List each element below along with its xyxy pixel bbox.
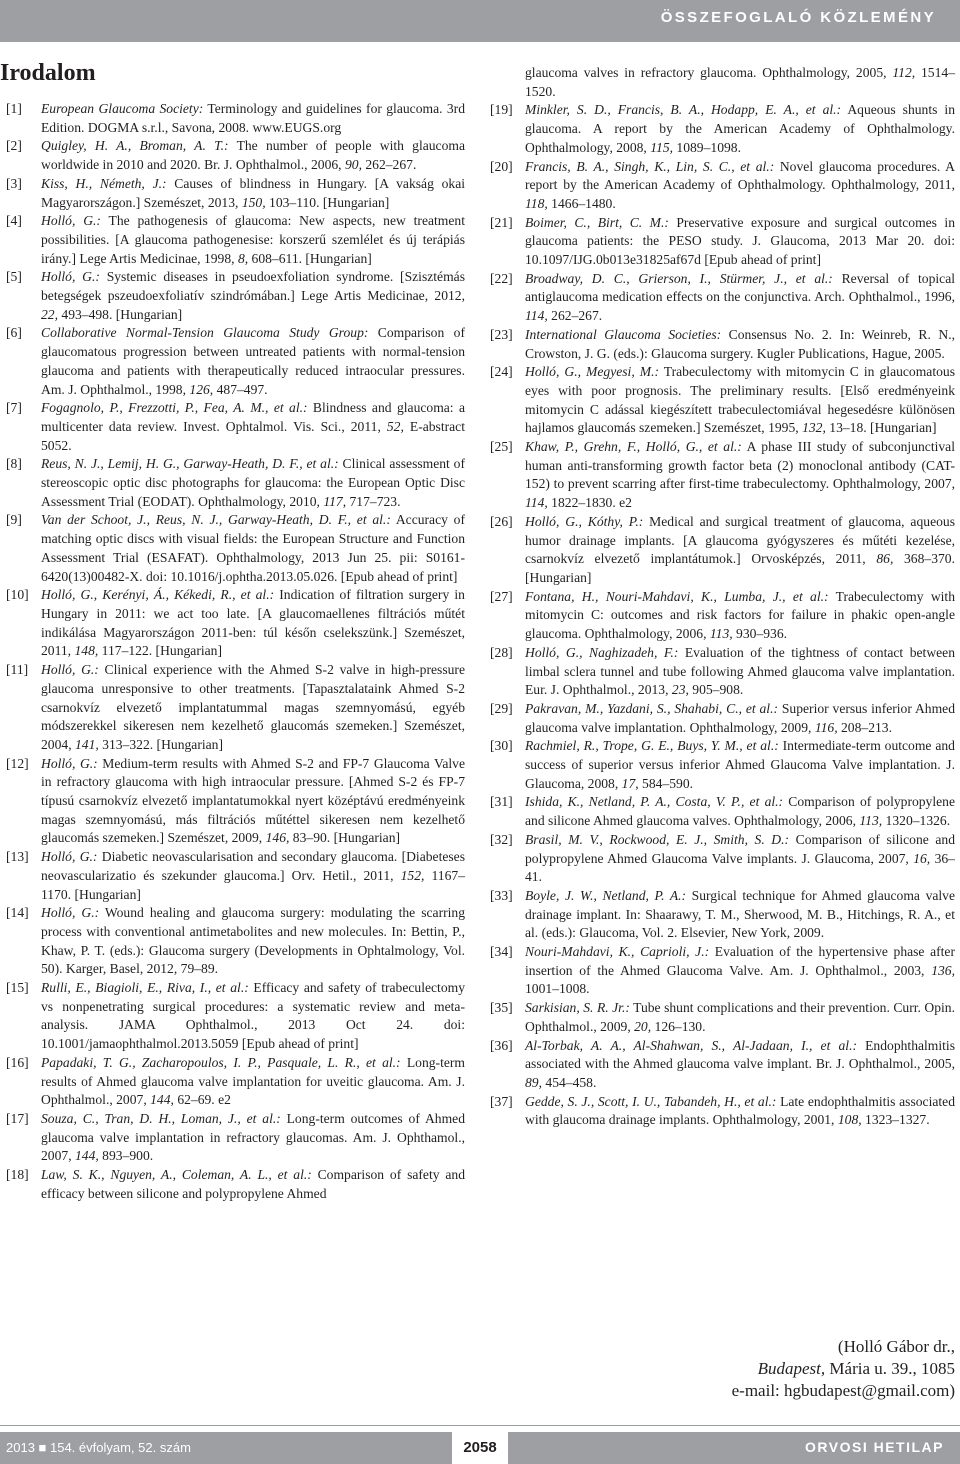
- contact-email: e-mail: hgbudapest@gmail.com): [731, 1381, 955, 1400]
- page-title: Irodalom: [0, 60, 96, 86]
- reference-item: [2] Quigley, H. A., Broman, A. T.: The number of people with glaucoma worldwide in 2010 and 2020. Br. J. Ophthalmol., 2006, 90, 262–267.: [6, 138, 465, 173]
- reference-item: [20] Francis, B. A., Singh, K., Lin, S. C., et al.: Novel glaucoma procedures. A report by the American Academy of Ophthalmology. Ophthalmology, 2011, 118, 1466–1480.: [490, 158, 955, 211]
- reference-item: [29] Pakravan, M., Yazdani, S., Shahabi, C., et al.: Superior versus inferior Ahmed glaucoma valve implantation. Ophthalmology, 2009, 116, 208–213.: [490, 700, 955, 735]
- reference-item: [31] Ishida, K., Netland, P. A., Costa, V. P., et al.: Comparison of polypropylene and silicone Ahmed glaucoma valves. Ophthalmology, 2006, 113, 1320–1326.: [490, 794, 955, 829]
- reference-item: [33] Boyle, J. W., Netland, P. A.: Surgical technique for Ahmed glaucoma valve drainage implant. In: Shaarawy, T. M., Sherwood, M. B., Hitchings, R. A., et al. (eds.): Glaucoma, Vol. 2. Elsevier, New York, 2009.: [490, 887, 956, 941]
- reference-item: [27] Fontana, H., Nouri-Mahdavi, K., Lumba, J., et al.: Trabeculectomy with mitomycin C: outcomes and risk factors for failure in phakic open-angle glaucoma. Ophthalmology, 2006, 113, 930–936.: [490, 588, 955, 642]
- reference-item: [13] Holló, G.: Diabetic neovascularisation and secondary glaucoma. [Diabeteses neovascularizatio és szekunder glaucoma.] Orv. Hetil., 2011, 152, 1167–1170. [Hungarian]: [6, 849, 465, 902]
- reference-item: [11] Holló, G.: Clinical experience with the Ahmed S-2 valve in high-pressure glaucoma unresponsive to other treatments. [Tapasztalataink Ahmed S-2 csarnokvíz elvezető implantatummal magas szemnyomású, egyéb módszerekkel sikeresen nem kezelhető glaucomás szemeken.] Szemészet, 2004, 141, 313–322. [Hungarian]: [6, 662, 465, 752]
- reference-item: [28] Holló, G., Naghizadeh, F.: Evaluation of the tightness of contact between limbal sclera tunnel and tube following Ahmed glaucoma valve implantation. Eur. J. Ophthalmol., 2013, 23, 905–908.: [490, 644, 955, 698]
- reference-item: [23] International Glaucoma Societies: Consensus No. 2. In: Weinreb, R. N., Crowston, J. G. (eds.): Glaucoma surgery. Kugler Publications, Hague, 2005.: [490, 326, 955, 361]
- contact-name: (Holló Gábor dr.,: [837, 1337, 955, 1356]
- reference-item: [18] Law, S. K., Nguyen, A., Coleman, A. L., et al.: Comparison of safety and efficacy between silicone and polypropylene Ahmed: [6, 1167, 465, 1201]
- reference-item: [37] Gedde, S. J., Scott, I. U., Tabandeh, H., et al.: Late endophthalmitis associated with glaucoma drainage implants. Ophthalmology, 2001, 108, 1323–1327.: [490, 1093, 955, 1128]
- reference-item: [35] Sarkisian, S. R. Jr.: Tube shunt complications and their prevention. Curr. Opin. Ophthalmol., 2009, 20, 126–130.: [490, 1000, 955, 1034]
- footer-rule: [0, 1425, 960, 1426]
- reference-item: [25] Khaw, P., Grehn, F., Holló, G., et al.: A phase III study of subconjunctival human anti-transforming growth factor beta (2) monoclonal antibody (CAT-152) to prevent scarring after first-time trabeculectomy. Ophthalmology, 2007, 114, 1822–1830. e2: [490, 439, 955, 511]
- reference-item: [6] Collaborative Normal-Tension Glaucoma Study Group: Comparison of glaucomatous progression between untreated patients with normal-tension glaucoma and patients with therapeutically reduced intraocular pressures. Am. J. Ophthalmol., 1998, 126, 487–497.: [6, 325, 465, 397]
- section-label: ÖSSZEFOGLALÓ KÖZLEMÉNY: [660, 9, 936, 26]
- reference-item: [24] Holló, G., Megyesi, M.: Trabeculectomy with mitomycin C in glaucomatous eyes with poor prognosis. The preliminary results. [Első eredményeink mitomycin C adással kiegészített trabeculectomiával hegesedésre különösen hajlamos glaucomás szemeken.] Szemészet, 1995, 132, 13–18. [Hungarian]: [490, 364, 955, 436]
- references-right-column: [490, 64, 955, 1130]
- contact-address: Budapest, Mária u. 39., 1085: [757, 1359, 955, 1378]
- reference-item: [7] Fogagnolo, P., Frezzotti, P., Fea, A. M., et al.: Blindness and glaucoma: a multicenter data review. Invest. Ophtalmol. Vis. Sci., 2011, 52, E-abstract 5052.: [6, 400, 465, 453]
- footer-bar: [0, 1432, 960, 1464]
- reference-item: [12] Holló, G.: Medium-term results with Ahmed S-2 and FP-7 Glaucoma Valve in refractory glaucoma with high intraocular pressure. [Ahmed S-2 és FP-7 típusú csarnokvíz elvezető implantatumokkal nyert középtávú eredményeink magas szemnyomású, más filtrációs műtéttel sikeresen nem kezelhető glaucomás szemeken.] Szemészet, 2009, 146, 83–90. [Hungarian]: [6, 755, 465, 846]
- reference-item: [4] Holló, G.: The pathogenesis of glaucoma: New aspects, new treatment possibilities. [A glaucoma pathogenesise: korszerű szemlélet és új terápiás irány.] Lege Artis Medicinae, 1998, 8, 608–611. [Hungarian]: [6, 213, 465, 266]
- reference-item: [21] Boimer, C., Birt, C. M.: Preservative exposure and surgical outcomes in glaucoma patients: the PESO study. J. Glaucoma, 2013 Mar 20. doi: 10.1097/IJG.0b013e31825af67d [Epub ahead of print]: [490, 214, 955, 268]
- page-number: 2058: [452, 1432, 508, 1464]
- reference-item: [19] Minkler, S. D., Francis, B. A., Hodapp, E. A., et al.: Aqueous shunts in glaucoma. A report by the American Academy of Ophthalmology. Ophthalmology, 2008, 115, 1089–1098.: [490, 102, 955, 155]
- reference-item: [8] Reus, N. J., Lemij, H. G., Garway-Heath, D. F., et al.: Clinical assessment of stereoscopic optic disc photographs for glaucoma: the European Optic Disc Assessment Trial (EODAT). Ophthalmology, 2010, 117, 717–723.: [6, 456, 466, 509]
- reference-item: [9] Van der Schoot, J., Reus, N. J., Garway-Heath, D. F., et al.: Accuracy of matching optic discs with visual fields: the European Structure and Function Assessment Trial (ESAFAT). Ophthalmology, 2013 Jun 25. pii: S0161-6420(13)00482-X. doi: 10.1016/j.ophtha.2013.05.026. [Epub ahead of print]: [6, 512, 465, 584]
- reference-item: [16] Papadaki, T. G., Zacharopoulos, I. P., Pasquale, L. R., et al.: Long-term results of Ahmed glaucoma valve implantation for uveitic glaucoma. Am. J. Ophthalmol., 2007, 144, 62–69. e2: [6, 1054, 465, 1108]
- reference-item: [30] Rachmiel, R., Trope, G. E., Buys, Y. M., et al.: Intermediate-term outcome and success of superior versus inferior Ahmed Glaucoma Valve implantation. J. Glaucoma, 2008, 17, 584–590.: [490, 738, 955, 791]
- reference-item: [10] Holló, G., Kerényi, Á., Kékedi, R., et al.: Indication of filtration surgery in Hungary in 2011: we act too late. [A glaucomaellenes filtrációs műtét indikálása Magyarországon 2011-ben: túl későn cselekszünk.] Szemészet, 2011, 148, 117–122. [Hungarian]: [6, 587, 465, 659]
- reference-item: [3] Kiss, H., Németh, J.: Causes of blindness in Hungary. [A vakság okai Magyarországon.] Szemészet, 2013, 150, 103–110. [Hungarian]: [6, 175, 466, 210]
- reference-item: [15] Rulli, E., Biagioli, E., Riva, I., et al.: Efficacy and safety of trabeculectomy vs nonpenetrating surgical procedures: a systematic review and meta-analysis. JAMA Ophthalmol., 2013 Oct 24. doi: 10.1001/jamaophthalmol.2013.5059 [Epub ahead of print]: [6, 980, 465, 1052]
- reference-item: [26] Holló, G., Kóthy, P.: Medical and surgical treatment of glaucoma, aqueous humor drainage implants. [A glaucoma gyógyszeres és műtéti kezelése, csarnokvíz elvezető implantátumok.] Orvosképzés, 2011, 86, 368–370. [Hungarian]: [490, 513, 955, 585]
- reference-item: [5] Holló, G.: Systemic diseases in pseudoexfoliation syndrome. [Szisztémás betegségek pszeudoexfoliatív szindrómában.] Lege Artis Medicinae, 2012, 22, 493–498. [Hungarian]: [6, 269, 465, 322]
- reference-item: [22] Broadway, D. C., Grierson, I., Stürmer, J., et al.: Reversal of topical antiglaucoma medication effects on the conjunctiva. Arch. Ophthalmol., 1996, 114, 262–267.: [490, 270, 955, 324]
- header-bar: [0, 0, 960, 42]
- reference-item: [14] Holló, G.: Wound healing and glaucoma surgery: modulating the scarring process with conventional antimetabolites and new molecules. In: Bettin, P., Khaw, P. T. (eds.): Glaucoma surgery (Developments in Ophtalmology, Vol. 50). Karger, Basel, 2012, 79–89.: [6, 905, 465, 977]
- references-left-column: [6, 100, 465, 1203]
- reference-item: [32] Brasil, M. V., Rockwood, E. J., Smith, S. D.: Comparison of silicone and polypropylene Ahmed Glaucoma Valve implants. J. Glaucoma, 2007, 16, 36–41.: [490, 831, 955, 885]
- issue-info: 2013 ■ 154. évfolyam, 52. szám: [6, 1440, 191, 1455]
- reference-item: [34] Nouri-Mahdavi, K., Caprioli, J.: Evaluation of the hypertensive phase after insertion of the Ahmed Glaucoma Valve. Am. J. Ophthalmol., 2003, 136, 1001–1008.: [490, 944, 955, 997]
- reference-item: [17] Souza, C., Tran, D. H., Loman, J., et al.: Long-term outcomes of Ahmed glaucoma valve implantation in refractory glaucomas. Am. J. Ophthamol., 2007, 144, 893–900.: [6, 1110, 466, 1164]
- journal-name: ORVOSI HETILAP: [805, 1439, 944, 1455]
- reference-item: [36] Al-Torbak, A. A., Al-Shahwan, S., Al-Jadaan, I., et al.: Endophthalmitis associated with the Ahmed glaucoma valve implant. Br. J. Ophthalmol., 2005, 89, 454–458.: [490, 1037, 955, 1090]
- reference-item: [1] European Glaucoma Society: Terminology and guidelines for glaucoma. 3rd Edition. DOGMA s.r.l., Savona, 2008. www.EUGS.org: [6, 101, 465, 135]
- reference-continuation: glaucoma valves in refractory glaucoma. Ophthalmology, 2005, 112, 1514–1520.: [525, 65, 955, 99]
- author-contact: [600, 1336, 955, 1402]
